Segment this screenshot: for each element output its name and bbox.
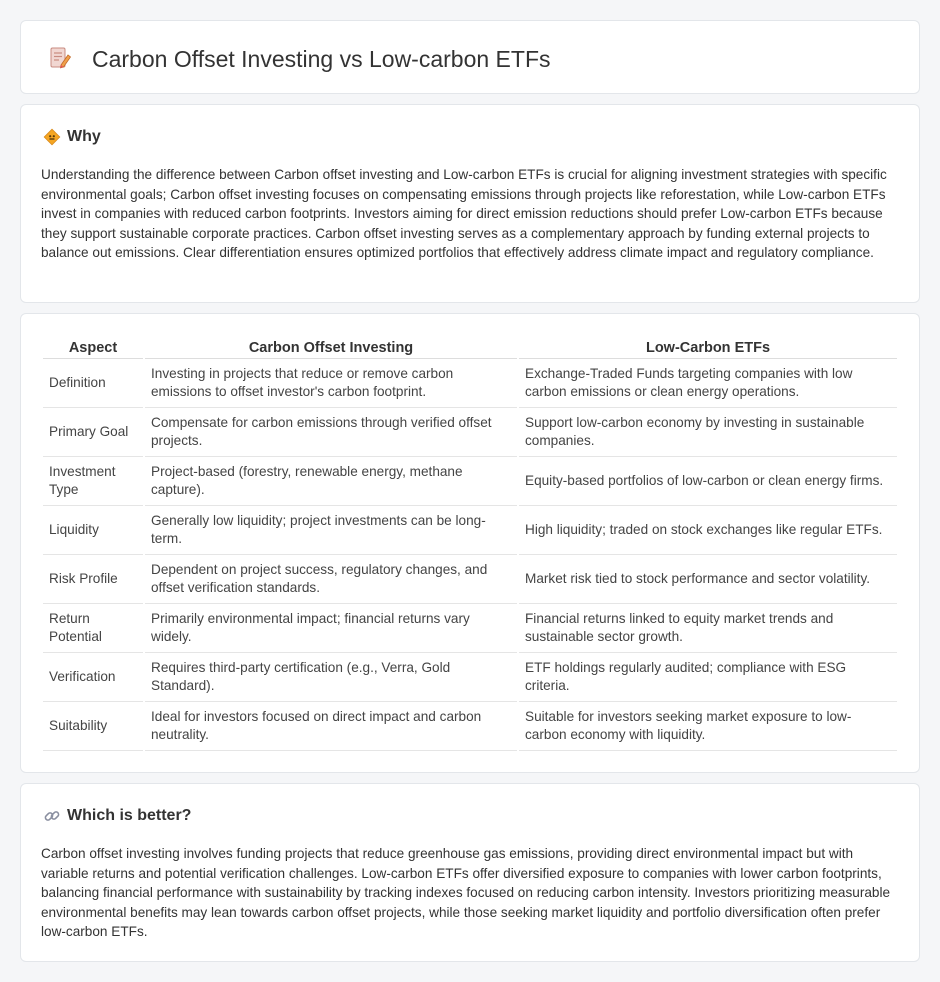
low-carbon-etf-cell: Suitable for investors seeking market exposure to low-carbon economy with liquidity. xyxy=(519,702,897,751)
low-carbon-etf-cell: High liquidity; traded on stock exchanges like regular ETFs. xyxy=(519,506,897,555)
table-row xyxy=(43,604,897,653)
low-carbon-etf-cell: Market risk tied to stock performance and sector volatility. xyxy=(519,555,897,604)
carbon-offset-cell: Ideal for investors focused on direct impact and carbon neutrality. xyxy=(145,702,517,751)
carbon-offset-cell: Investing in projects that reduce or remove carbon emissions to offset investor's carbon footprint. xyxy=(145,359,517,408)
aspect-cell: Liquidity xyxy=(43,506,143,555)
better-heading-text: Which is better? xyxy=(67,807,192,824)
column-header: Low-Carbon ETFs xyxy=(519,338,897,359)
table-row xyxy=(43,359,897,408)
why-heading-text: Why xyxy=(67,128,101,145)
table-row xyxy=(43,555,897,604)
aspect-cell: Return Potential xyxy=(43,604,143,653)
low-carbon-etf-cell: Equity-based portfolios of low-carbon or clean energy firms. xyxy=(519,457,897,506)
column-header: Carbon Offset Investing xyxy=(145,338,517,359)
low-carbon-etf-cell: Support low-carbon economy by investing in sustainable companies. xyxy=(519,408,897,457)
aspect-cell: Risk Profile xyxy=(43,555,143,604)
table-row xyxy=(43,506,897,555)
table-header-row xyxy=(43,338,897,359)
aspect-cell: Verification xyxy=(43,653,143,702)
aspect-cell: Primary Goal xyxy=(43,408,143,457)
page-title: Carbon Offset Investing vs Low-carbon ETFs xyxy=(92,46,551,72)
low-carbon-etf-cell: Exchange-Traded Funds targeting companies with low carbon emissions or clean energy operations. xyxy=(519,359,897,408)
document-pencil-icon xyxy=(48,46,72,70)
comparison-section xyxy=(20,313,920,773)
warning-sign-icon xyxy=(43,128,61,146)
low-carbon-etf-cell: Financial returns linked to equity market trends and sustainable sector growth. xyxy=(519,604,897,653)
aspect-cell: Investment Type xyxy=(43,457,143,506)
aspect-cell: Definition xyxy=(43,359,143,408)
carbon-offset-cell: Project-based (forestry, renewable energy, methane capture). xyxy=(145,457,517,506)
column-header: Aspect xyxy=(43,338,143,359)
table-row xyxy=(43,457,897,506)
why-heading xyxy=(43,127,101,147)
why-paragraph: Understanding the difference between Carbon offset investing and Low-carbon ETFs is crucial for aligning investment strategies with specific environmental goals; Carbon offset investing focuses on compensating emissions through projects like reforestation, while Low-carbon ETFs invest in companies with reduced carbon footprints. Investors aiming for direct emission reductions should prefer Low-carbon ETFs because they support sustainable corporate practices. Carbon offset investing serves as a complementary approach by funding external projects to balance out emissions. Clear differentiation ensures optimized portfolios that effectively address climate impact and regulatory compliance. xyxy=(41,167,887,260)
title-card xyxy=(20,20,920,94)
why-section xyxy=(20,104,920,303)
better-heading xyxy=(43,806,191,826)
link-icon xyxy=(43,807,61,825)
carbon-offset-cell: Primarily environmental impact; financial returns vary widely. xyxy=(145,604,517,653)
low-carbon-etf-cell: ETF holdings regularly audited; compliance with ESG criteria. xyxy=(519,653,897,702)
table-row xyxy=(43,408,897,457)
table-row xyxy=(43,702,897,751)
carbon-offset-cell: Generally low liquidity; project investments can be long-term. xyxy=(145,506,517,555)
comparison-table xyxy=(41,338,899,751)
carbon-offset-cell: Compensate for carbon emissions through verified offset projects. xyxy=(145,408,517,457)
aspect-cell: Suitability xyxy=(43,702,143,751)
carbon-offset-cell: Dependent on project success, regulatory changes, and offset verification standards. xyxy=(145,555,517,604)
table-row xyxy=(43,653,897,702)
better-paragraph: Carbon offset investing involves funding projects that reduce greenhouse gas emissions, providing direct environmental impact but with variable returns and potential verification challenges. Low-carbon ETFs offer diversified exposure to companies with lower carbon footprints, balancing financial performance with sustainability by tracking indexes focused on reducing carbon intensity. Investors prioritizing measurable environmental benefits may lean towards carbon offset projects, while those seeking market liquidity and portfolio diversification often prefer low-carbon ETFs. xyxy=(41,846,891,939)
carbon-offset-cell: Requires third-party certification (e.g., Verra, Gold Standard). xyxy=(145,653,517,702)
which-is-better-section xyxy=(20,783,920,962)
